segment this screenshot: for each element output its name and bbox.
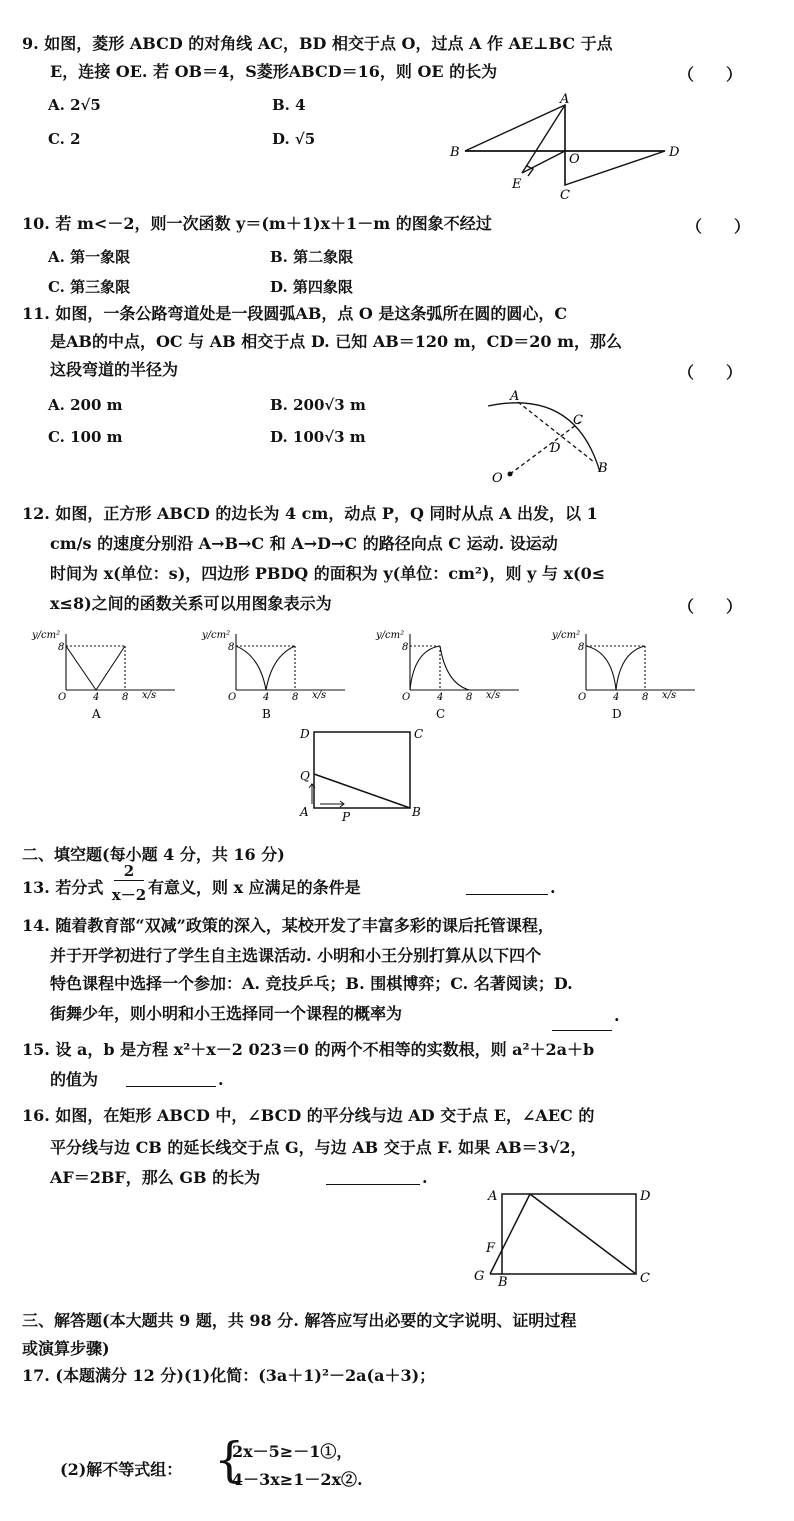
square-label-b: B: [412, 805, 421, 819]
graph-a-tick-8: 8: [122, 692, 129, 703]
graph-b-tick-8: 8: [292, 692, 299, 703]
q9-option-a: A. 2√5: [48, 96, 101, 114]
q14-line4: 街舞少年，则小明和小王选择同一个课程的概率为: [50, 1004, 403, 1023]
graph-d-label: D: [612, 707, 622, 721]
q13-answer-blank[interactable]: [466, 880, 548, 895]
q13-fraction-num: 2: [114, 862, 144, 881]
graph-c-label: C: [436, 707, 446, 721]
graph-b-origin: O: [228, 692, 237, 703]
q17-inequality-2: 4－3x≥1－2x②.: [232, 1470, 363, 1489]
q10-option-b: B. 第二象限: [270, 248, 354, 266]
graph-a-ylabel: y/cm²: [32, 630, 61, 641]
arc-label-b: B: [598, 461, 608, 476]
graph-b-label: B: [262, 707, 271, 721]
q13-before: 13. 若分式: [22, 878, 104, 897]
section3-title-line1: 三、解答题(本大题共 9 题，共 98 分. 解答应写出必要的文字说明、证明过程: [22, 1311, 577, 1330]
square-label-d: D: [300, 727, 310, 741]
q15-line1: 15. 设 a，b 是方程 x²＋x－2 023＝0 的两个不相等的实数根，则 a²＋2a＋b: [22, 1040, 595, 1059]
graph-a-origin: O: [58, 692, 67, 703]
q10-line1: 10. 若 m<－2，则一次函数 y＝(m＋1)x＋1－m 的图象不经过: [22, 214, 492, 233]
q16-answer-blank[interactable]: [326, 1170, 420, 1185]
graph-c-xlabel: x/s: [486, 690, 501, 701]
q12-line4: x≤8)之间的函数关系可以用图象表示为: [50, 594, 332, 613]
q14-line2: 并于开学初进行了学生自主选课活动. 小明和小王分别打算从以下四个: [50, 946, 542, 965]
rhombus-label-e: E: [512, 177, 522, 192]
rhombus-label-c: C: [560, 188, 570, 203]
q14-answer-blank[interactable]: [552, 1016, 612, 1031]
graph-c-ylabel: y/cm²: [376, 630, 405, 641]
rhombus-label-a: A: [560, 92, 570, 107]
rectangle-figure: [470, 1188, 670, 1288]
q15-end: .: [218, 1070, 224, 1089]
rect-label-a: A: [488, 1189, 498, 1204]
graph-d-ylabel: y/cm²: [552, 630, 581, 641]
rhombus-figure: [440, 92, 700, 203]
q17-brace: {: [214, 1432, 245, 1488]
q16-line1: 16. 如图，在矩形 ABCD 中，∠BCD 的平分线与边 AD 交于点 E，∠AEC 的: [22, 1106, 595, 1125]
graph-b-xlabel: x/s: [312, 690, 327, 701]
q12-line3: 时间为 x(单位：s)，四边形 PBDQ 的面积为 y(单位：cm²)，则 y 与 x(0≤: [50, 564, 606, 583]
graph-b-tick-y8: 8: [228, 642, 235, 653]
graph-c-origin: O: [402, 692, 411, 703]
graph-option-c: [374, 628, 524, 728]
graph-b-ylabel: y/cm²: [202, 630, 231, 641]
graph-option-d: [550, 628, 700, 728]
graph-d-tick-4: 4: [613, 692, 620, 703]
arc-label-d: D: [550, 441, 561, 456]
q11-answer-paren: （ ）: [678, 363, 743, 382]
q11-option-a: A. 200 m: [48, 396, 123, 414]
q11-line1: 11. 如图，一条公路弯道处是一段圆弧AB，点 O 是这条弧所在圆的圆心，C: [22, 304, 568, 323]
q10-option-a: A. 第一象限: [48, 248, 131, 266]
q9-line1: 9. 如图，菱形 ABCD 的对角线 AC，BD 相交于点 O，过点 A 作 AE⊥BC 于点: [22, 34, 613, 53]
square-label-c: C: [414, 727, 424, 741]
graph-b-tick-4: 4: [263, 692, 270, 703]
arc-label-c: C: [573, 413, 583, 428]
q10-option-d: D. 第四象限: [270, 278, 353, 296]
q9-option-d: D. √5: [272, 130, 316, 148]
q12-line1: 12. 如图，正方形 ABCD 的边长为 4 cm，动点 P，Q 同时从点 A 出发，以 1: [22, 504, 598, 523]
square-label-q: Q: [300, 769, 310, 783]
graph-d-xlabel: x/s: [662, 690, 677, 701]
q13-after: 有意义，则 x 应满足的条件是: [148, 878, 361, 897]
q15-line2: 的值为: [50, 1070, 99, 1089]
q12-answer-paren: （ ）: [678, 597, 743, 616]
square-figure: [296, 724, 436, 824]
q9-answer-paren: （ ）: [678, 65, 743, 84]
q13-fraction-den: x－2: [111, 886, 147, 904]
q14-line3: 特色课程中选择一个参加：A. 竞技乒乓；B. 围棋博弈；C. 名著阅读；D.: [50, 974, 573, 993]
q13-end: .: [550, 878, 556, 897]
graph-d-tick-y8: 8: [578, 642, 585, 653]
graph-a-xlabel: x/s: [142, 690, 157, 701]
q11-option-d: D. 100√3 m: [270, 428, 366, 446]
q16-line2: 平分线与边 CB 的延长线交于点 G，与边 AB 交于点 F. 如果 AB＝3√2，: [50, 1138, 587, 1157]
square-label-a: A: [300, 805, 309, 819]
section3-title-line2: 或演算步骤): [22, 1339, 110, 1358]
rhombus-label-b: B: [450, 145, 460, 160]
q16-end: .: [422, 1168, 428, 1187]
graph-a-tick-4: 4: [93, 692, 100, 703]
rect-label-d: D: [640, 1189, 651, 1204]
q11-option-c: C. 100 m: [48, 428, 123, 446]
q10-answer-paren: （ ）: [686, 217, 751, 236]
graph-d-origin: O: [578, 692, 587, 703]
q17-inequality-1: 2x－5≥－1①，: [232, 1442, 353, 1461]
q9-option-c: C. 2: [48, 130, 81, 148]
q16-line3: AF＝2BF，那么 GB 的长为: [50, 1168, 261, 1187]
section2-title: 二、填空题(每小题 4 分，共 16 分): [22, 845, 285, 864]
rhombus-label-o: O: [569, 152, 580, 167]
square-label-p: P: [342, 810, 351, 824]
arc-label-o: O: [492, 471, 503, 486]
q12-line2: cm/s 的速度分别沿 A→B→C 和 A→D→C 的路径向点 C 运动. 设运动: [50, 534, 558, 553]
graph-c-tick-4: 4: [437, 692, 444, 703]
arc-figure: [480, 388, 620, 488]
graph-option-a: [30, 628, 180, 728]
arc-label-a: A: [510, 389, 520, 404]
rect-label-c: C: [640, 1271, 650, 1286]
q14-end: .: [614, 1006, 620, 1025]
q9-line2: E，连接 OE. 若 OB＝4，S菱形ABCD＝16，则 OE 的长为: [50, 62, 498, 81]
rect-label-f: F: [486, 1241, 496, 1256]
q15-answer-blank[interactable]: [126, 1072, 216, 1087]
q17-part2-label: (2)解不等式组：: [60, 1460, 183, 1479]
graph-d-tick-8: 8: [642, 692, 649, 703]
rect-label-g: G: [474, 1269, 485, 1284]
rect-label-b: B: [498, 1275, 508, 1290]
q10-option-c: C. 第三象限: [48, 278, 131, 296]
q11-line2: 是AB的中点，OC 与 AB 相交于点 D. 已知 AB＝120 m，CD＝20 m，那么: [50, 332, 623, 351]
q11-option-b: B. 200√3 m: [270, 396, 366, 414]
q17-part1: 17. (本题满分 12 分)(1)化简：(3a＋1)²－2a(a＋3)；: [22, 1366, 436, 1385]
graph-a-label: A: [92, 707, 101, 721]
graph-option-b: [200, 628, 350, 728]
q11-line3: 这段弯道的半径为: [50, 360, 179, 379]
q14-line1: 14. 随着教育部“双减”政策的深入，某校开发了丰富多彩的课后托管课程，: [22, 916, 554, 935]
rhombus-label-d: D: [669, 145, 680, 160]
graph-c-tick-y8: 8: [402, 642, 409, 653]
graph-a-tick-y8: 8: [58, 642, 65, 653]
graph-c-tick-8: 8: [466, 692, 473, 703]
q9-option-b: B. 4: [272, 96, 306, 114]
